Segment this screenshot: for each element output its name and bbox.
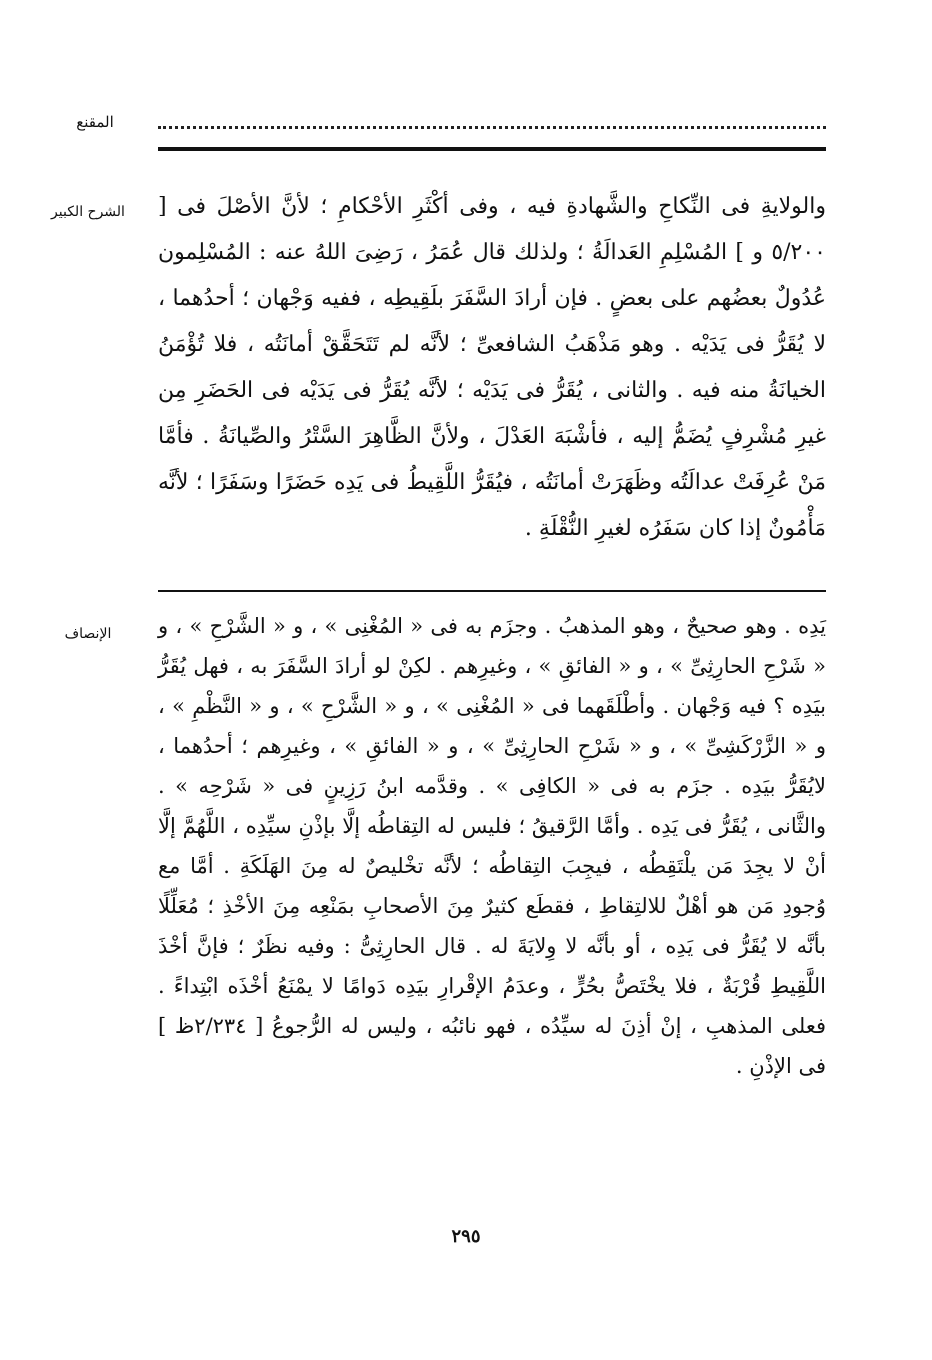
sharh-text-block bbox=[158, 184, 826, 552]
header-dotted-leader bbox=[158, 104, 826, 129]
section-divider bbox=[158, 590, 826, 592]
insaf-paragraph: يَدِه . وهو صحيحٌ ، وهو المذهبُ . وجزَم به فى « المُغْنِى » ، و « الشَّرْحِ » ، و « شَرْحِ الحارِثِىِّ » ، و « الفائقِ » ، وغيرِهم . لكِنْ لو أرادَ السَّفَرَ به ، فهل يُقَرُّ بيَدِه ؟ فيه وَجْهان . وأطْلَقَهما فى « المُغْنِى » ، و « الشَّرْحِ » ، و « النَّظْمِ » ، و « الزَّرْكَشِىِّ » ، و « شَرْحِ الحارِثِىِّ » ، و « الفائقِ » ، وغيرِهم ؛ أحدُهما ، لايُقَرُّ بيَدِه . جزَم به فى « الكافِى » . وقدَّمه ابنُ رَزِينٍ فى « شَرْحِه » . والثَّانى ، يُقَرُّ فى يَدِه . وأمَّا الرَّقيقُ ؛ فليس له التِقاطُه إلَّا بإذْنِ سيِّدِه ، اللَّهُمَّ إلَّا أنْ لا يجِدَ مَن يلْتَقِطُه ، فيجِبَ التِقاطُه ؛ لأنَّه تخْليصٌ له مِنَ الهَلَكَةِ . أمَّا مع وُجودِ مَن هو أهْلٌ للالتِقاطِ ، فقطَع كثيرٌ مِنَ الأصحابِ بمَنْعِه مِنَ الأخْذِ ؛ مُعَلِّلًا بأنَّه لا يُقَرُّ فى يَدِه ، أو بأنَّه لا وِلايَةَ له . قال الحارِثِىُّ : وفيه نظَرٌ ؛ فإنَّ أخْذَ اللَّقِيطِ قُرْبَةٌ ، فلا يخْتَصُّ بحُرٍّ ، وعدَمُ الإقْرارِ بيَدِه دَوامًا لا يمْنَعُ أخْذَه ابْتِداءً . فعلى المذهبِ ، إنْ أذِنَ له سيِّدُه ، فهو نائبُه ، وليس له الرُّجوعُ [ ٢/٢٣٤ظ ] فى الإذْنِ . bbox=[158, 614, 827, 1078]
header-title: المقنع bbox=[76, 113, 114, 131]
sharh-section-label: الشرح الكبير bbox=[51, 204, 125, 220]
insaf-text-block bbox=[158, 606, 826, 1086]
header-rule bbox=[158, 147, 826, 151]
sharh-paragraph: والولايةِ فى النِّكاحِ والشَّهادةِ فيه ، وفى أكْثَرِ الأحْكامِ ؛ لأنَّ الأصْلَ فى [ ٥/٢٠٠ و ] المُسْلِمِ العَدالَةُ ؛ ولذلك قال عُمَرُ ، رَضِىَ اللهُ عنه : المُسْلِمون عُدُولٌ بعضُهم على بعضٍ . فإن أرادَ السَّفَرَ بلَقِيطِه ، ففيه وَجْهان ؛ أحدُهما ، لا يُقَرُّ فى يَدَيْه . وهو مَذْهَبُ الشافعىِّ ؛ لأنَّه لم تَتَحَقَّقْ أمانَتُه ، فلا تُؤْمَنُ الخيانَةُ منه فيه . والثانى ، يُقَرُّ فى يَدَيْه ؛ لأنَّه يُقَرُّ فى يَدَيْه فى الحَضَرِ مِن غيرِ مُشْرِفٍ يُضَمُّ إليه ، فأشْبَهَ العَدْلَ ، ولأنَّ الظَّاهِرَ السَّتْرُ والصِّيانَةُ . فأمَّا مَنْ عُرِفَتْ عدالَتُه وظَهَرَتْ أمانَتُه ، فيُقَرُّ اللَّقِيطُ فى يَدِه حَضَرًا وسَفَرًا ؛ لأنَّه مَأْمُونٌ إذا كان سَفَرُه لغيرِ النُّقْلَةِ . bbox=[158, 194, 826, 541]
insaf-section-label: الإنصاف bbox=[64, 626, 112, 642]
page-number: ٢٩٥ bbox=[451, 1226, 481, 1247]
